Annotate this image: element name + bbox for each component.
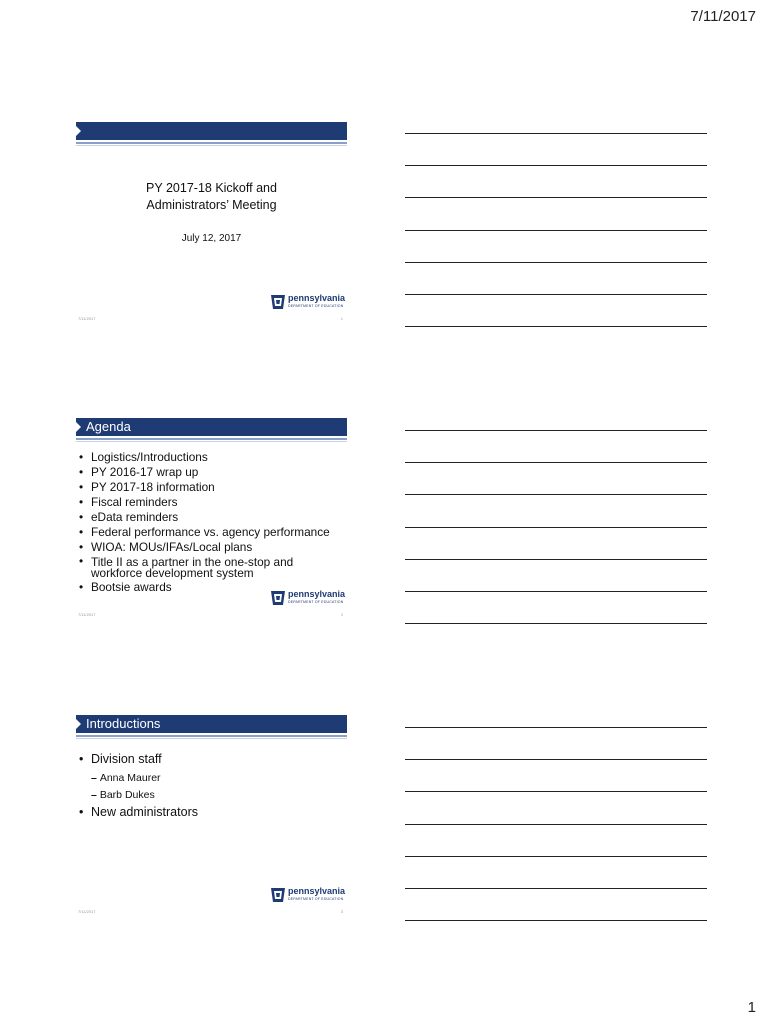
agenda-item: • Federal performance vs. agency performance xyxy=(79,525,347,540)
note-line xyxy=(405,326,707,327)
chevron-right-icon xyxy=(75,718,81,730)
slide-header-title: Introductions xyxy=(86,716,161,731)
logo-main-text: pennsylvania xyxy=(287,886,345,896)
intro-subitem-label: Barb Dukes xyxy=(99,789,155,801)
note-line xyxy=(405,430,707,431)
slide-2-thumbnail[interactable] xyxy=(76,418,347,623)
chevron-right-icon xyxy=(75,125,81,137)
slide-footer-number: 1 xyxy=(340,316,343,321)
intro-subitem xyxy=(79,787,198,804)
agenda-item: • Logistics/Introductions xyxy=(79,450,347,465)
dash-marker: – xyxy=(91,789,97,801)
intro-item: • Division staff xyxy=(79,751,198,768)
slide-footer-date: 7/11/2017 xyxy=(78,612,96,617)
note-line xyxy=(405,791,707,792)
note-line xyxy=(405,759,707,760)
page-number: 1 xyxy=(747,999,756,1016)
agenda-item: • WIOA: MOUs/IFAs/Local plans xyxy=(79,540,347,555)
keystone-icon xyxy=(270,590,286,606)
intro-subitem xyxy=(79,770,198,787)
logo-sub-text: DEPARTMENT OF EDUCATION xyxy=(287,897,344,901)
note-line xyxy=(405,920,707,921)
note-line xyxy=(405,559,707,560)
pennsylvania-logo xyxy=(270,590,345,606)
slide-header-bar xyxy=(76,418,347,436)
agenda-item: • PY 2016-17 wrap up xyxy=(79,465,347,480)
page-date: 7/11/2017 xyxy=(690,8,756,25)
agenda-list xyxy=(79,450,347,595)
keystone-icon xyxy=(270,294,286,310)
note-line xyxy=(405,727,707,728)
slide-title-line-2: Administrators’ Meeting xyxy=(146,198,277,212)
pennsylvania-logo xyxy=(270,887,345,903)
slide-footer-date: 7/11/2017 xyxy=(78,316,96,321)
header-underline xyxy=(76,735,347,737)
agenda-item: • eData reminders xyxy=(79,510,347,525)
slide-footer-number: 2 xyxy=(340,612,343,617)
slide-3-thumbnail[interactable] xyxy=(76,715,347,920)
logo-main-text: pennsylvania xyxy=(287,589,345,599)
slide-1-thumbnail[interactable] xyxy=(76,122,347,327)
pennsylvania-logo xyxy=(270,294,345,310)
note-line xyxy=(405,824,707,825)
slide-subtitle: July 12, 2017 xyxy=(181,233,242,244)
slide-title-line-1: PY 2017-18 Kickoff and xyxy=(146,181,277,195)
note-line xyxy=(405,494,707,495)
slide-footer-number: 3 xyxy=(340,909,343,914)
agenda-item: • Fiscal reminders xyxy=(79,495,347,510)
chevron-right-icon xyxy=(75,421,81,433)
slide-title xyxy=(76,180,347,214)
note-line xyxy=(405,197,707,198)
note-line xyxy=(405,888,707,889)
note-line xyxy=(405,133,707,134)
logo-main-text: pennsylvania xyxy=(287,293,345,303)
note-line xyxy=(405,165,707,166)
header-underline-thin xyxy=(76,145,347,146)
note-line xyxy=(405,856,707,857)
keystone-icon xyxy=(270,887,286,903)
logo-sub-text: DEPARTMENT OF EDUCATION xyxy=(287,600,344,604)
header-underline xyxy=(76,142,347,144)
slide-header-title: Agenda xyxy=(86,419,131,434)
note-line xyxy=(405,527,707,528)
note-line xyxy=(405,262,707,263)
agenda-item: • PY 2017-18 information xyxy=(79,480,347,495)
header-underline xyxy=(76,438,347,440)
note-line xyxy=(405,230,707,231)
dash-marker: – xyxy=(91,772,97,784)
introductions-list xyxy=(79,751,198,823)
note-line xyxy=(405,623,707,624)
header-underline-thin xyxy=(76,738,347,739)
agenda-item: • Title II as a partner in the one-stop and workforce development system xyxy=(79,556,347,580)
agenda-item: • Bootsie awards xyxy=(79,580,347,595)
note-line xyxy=(405,591,707,592)
logo-sub-text: DEPARTMENT OF EDUCATION xyxy=(287,304,344,308)
intro-item: • New administrators xyxy=(79,804,198,821)
slide-header-bar xyxy=(76,715,347,733)
header-underline-thin xyxy=(76,441,347,442)
intro-subitem-label: Anna Maurer xyxy=(99,772,161,784)
slide-header-bar xyxy=(76,122,347,140)
note-line xyxy=(405,462,707,463)
note-line xyxy=(405,294,707,295)
slide-footer-date: 7/11/2017 xyxy=(78,909,96,914)
